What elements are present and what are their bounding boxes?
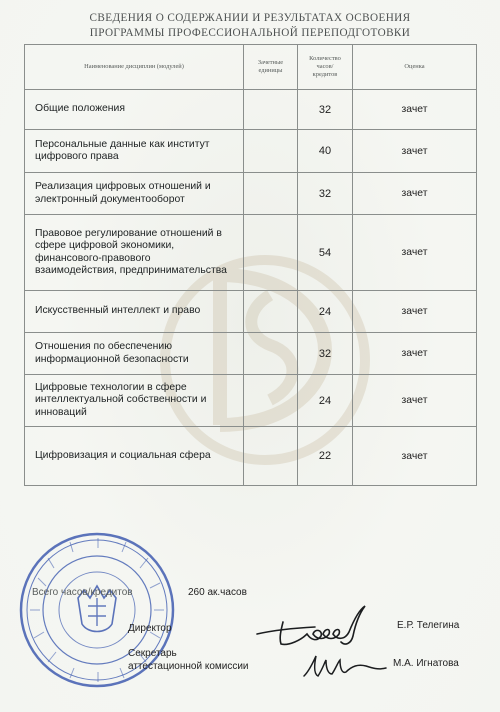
document-title-line1: СВЕДЕНИЯ О СОДЕРЖАНИИ И РЕЗУЛЬТАТАХ ОСВОЕНИЯ — [89, 12, 411, 24]
hours-value: 32 — [298, 90, 353, 130]
grade-value: зачет — [353, 173, 477, 215]
column-header-discipline: Наименование дисциплин (модулей) — [25, 45, 244, 90]
column-header-grade: Оценка — [353, 45, 477, 90]
table-row — [25, 375, 477, 427]
table-header-row — [25, 45, 477, 90]
units-cell — [244, 173, 298, 215]
column-header-hours-line3: кредитов — [312, 71, 338, 78]
grade-value: зачет — [353, 333, 477, 375]
secretary-label-line2: аттестационной комиссии — [128, 661, 249, 672]
hours-value: 32 — [298, 333, 353, 375]
column-header-hours — [298, 45, 353, 90]
table-row — [25, 291, 477, 333]
hours-value: 54 — [298, 215, 353, 291]
units-cell — [244, 130, 298, 173]
grade-value: зачет — [353, 215, 477, 291]
units-cell — [244, 215, 298, 291]
discipline-name: Персональные данные как институт цифрового права — [25, 130, 244, 173]
column-header-units — [244, 45, 298, 90]
table-row — [25, 333, 477, 375]
grade-value: зачет — [353, 130, 477, 173]
director-label: Директор — [128, 623, 172, 634]
table-row — [25, 173, 477, 215]
column-header-units-line1: Зачетные — [257, 59, 284, 66]
table-row — [25, 427, 477, 486]
grade-value: зачет — [353, 375, 477, 427]
units-cell — [244, 375, 298, 427]
grade-value: зачет — [353, 427, 477, 486]
table-row — [25, 130, 477, 173]
discipline-name: Цифровизация и социальная сфера — [25, 427, 244, 486]
secretary-label-line1: Секретарь — [128, 648, 177, 659]
hours-value: 40 — [298, 130, 353, 173]
column-header-hours-line1: Количество — [309, 55, 341, 62]
discipline-name: Искусственный интеллект и право — [25, 291, 244, 333]
table-row — [25, 90, 477, 130]
secretary-name: М.А. Игнатова — [393, 658, 459, 669]
secretary-signature-icon — [300, 648, 390, 684]
hours-value: 24 — [298, 375, 353, 427]
grade-value: зачет — [353, 291, 477, 333]
units-cell — [244, 291, 298, 333]
units-cell — [244, 333, 298, 375]
document-title-line2: ПРОГРАММЫ ПРОФЕССИОНАЛЬНОЙ ПЕРЕПОДГОТОВКИ — [89, 27, 411, 39]
units-cell — [244, 427, 298, 486]
hours-value: 32 — [298, 173, 353, 215]
column-header-units-line2: единицы — [258, 67, 283, 74]
total-hours-label: Всего часов/кредитов — [32, 587, 133, 598]
hours-value: 24 — [298, 291, 353, 333]
table-row — [25, 215, 477, 291]
discipline-name: Отношения по обеспечению информационной безопасности — [25, 333, 244, 375]
director-signature-icon — [255, 600, 370, 650]
hours-value: 22 — [298, 427, 353, 486]
disciplines-table — [24, 44, 477, 486]
units-cell — [244, 90, 298, 130]
discipline-name: Реализация цифровых отношений и электронный документооборот — [25, 173, 244, 215]
column-header-hours-line2: часов/ — [316, 63, 334, 70]
director-name: Е.Р. Телегина — [397, 620, 460, 631]
discipline-name: Правовое регулирование отношений в сфере цифровой экономики, финансового-правового взаимодействия, предпринимательства — [25, 215, 244, 291]
grade-value: зачет — [353, 90, 477, 130]
total-hours-value: 260 ак.часов — [188, 587, 247, 598]
discipline-name: Цифровые технологии в сфере интеллектуальной собственности и инноваций — [25, 375, 244, 427]
discipline-name: Общие положения — [25, 90, 244, 130]
